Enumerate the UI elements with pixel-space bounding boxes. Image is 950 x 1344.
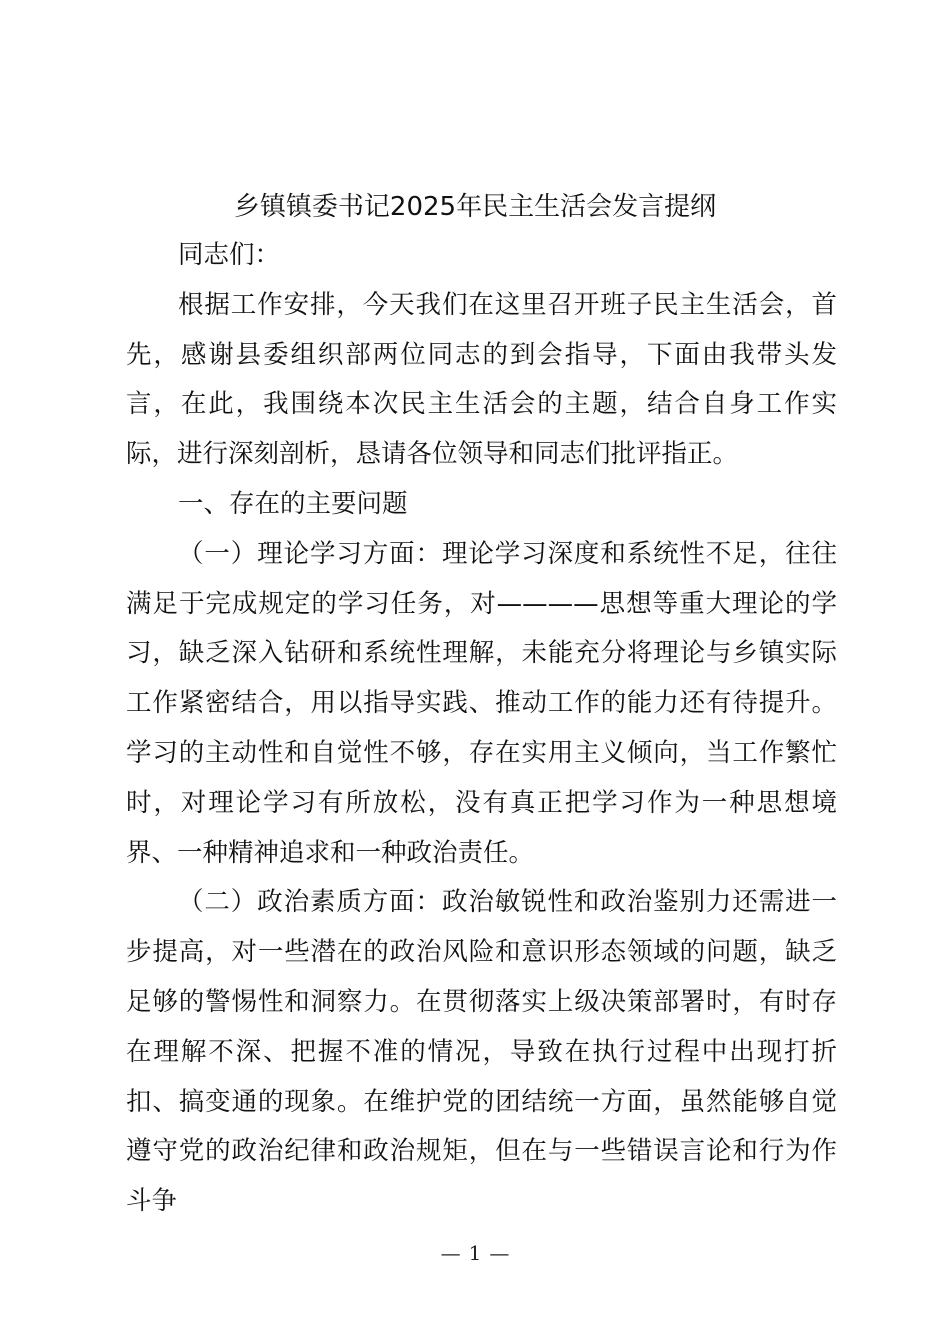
footer-dash-left: —: [440, 1241, 461, 1265]
document-title: 乡镇镇委书记2025年民主生活会发言提纲: [233, 192, 717, 222]
salutation: 同志们：: [178, 240, 281, 270]
paragraph-theory-study: （一）理论学习方面：理论学习深度和系统性不足，往往满足于完成规定的学习任务，对————思想等重大理论的学习，缺乏深入钻研和系统性理解，未能充分将理论与乡镇实际工作紧密结合，用以指导实践、推动工作的能力还有待提升。学习的主动性和自觉性不够，存在实用主义倾向，当工作繁忙时，对理论学习有所放松，没有真正把学习作为一种思想境界、一种精神追求和一种政治责任。: [126, 538, 837, 868]
paragraph-political-quality: （二）政治素质方面：政治敏锐性和政治鉴别力还需进一步提高，对一些潜在的政治风险和意识形态领域的问题，缺乏足够的警惕性和洞察力。在贯彻落实上级决策部署时，有时存在理解不深、把握不准的情况，导致在执行过程中出现打折扣、搞变通的现象。在维护党的团结统一方面，虽然能够自觉遵守党的政治纪律和政治规矩，但在与一些错误言论和行为作斗争: [126, 887, 837, 1217]
intro-paragraph: 根据工作安排，今天我们在这里召开班子民主生活会，首先，感谢县委组织部两位同志的到会指导，下面由我带头发言，在此，我围绕本次民主生活会的主题，结合自身工作实际，进行深刻剖析，恳请各位领导和同志们批评指正。: [126, 289, 837, 470]
document-body: [126, 231, 837, 1227]
section-heading-problems: 一、存在的主要问题: [178, 488, 408, 519]
footer-dash-right: —: [489, 1241, 510, 1265]
page-footer: [0, 1238, 950, 1268]
page-number: 1: [468, 1241, 482, 1265]
